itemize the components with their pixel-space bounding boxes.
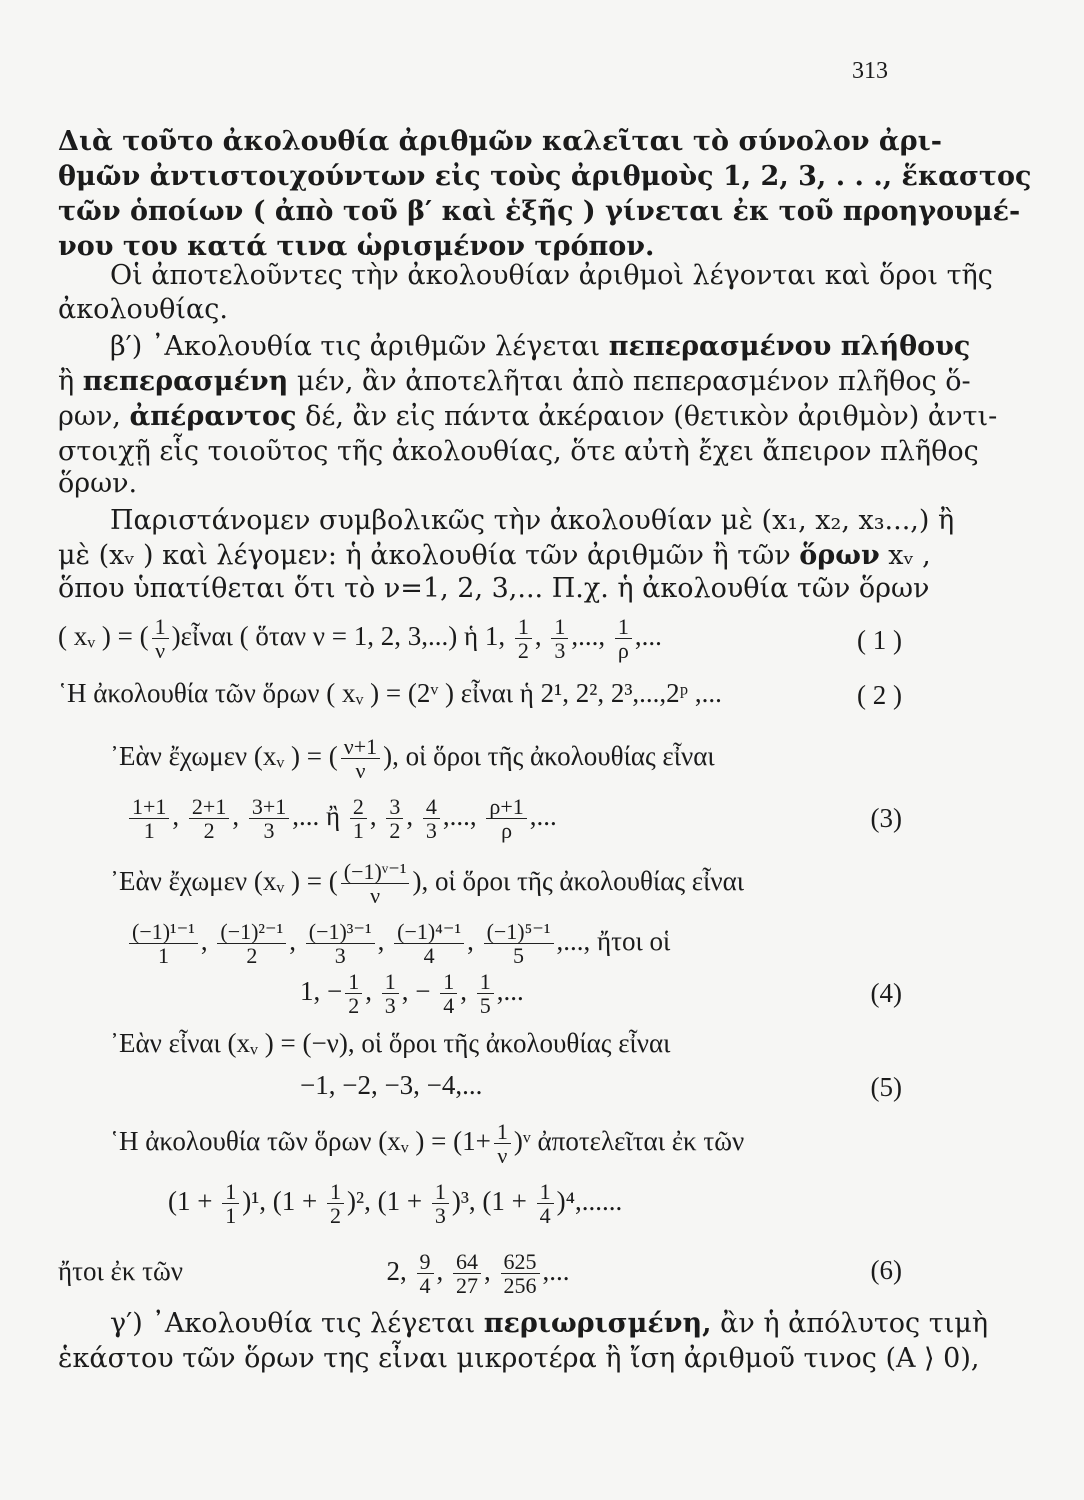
terms-line-2: ἀκολουθίας. [58, 294, 228, 325]
eq3-numerator: ν+1 [341, 735, 380, 759]
eq3-term [189, 795, 229, 842]
eq4-intro-text: ᾿Εὰν ἔχωμεν (xᵥ ) = ( [110, 865, 338, 896]
beta-line-2 [58, 366, 971, 397]
eq3-term [129, 795, 169, 842]
eq6-hence: ἤτοι ἐκ τῶν [58, 1255, 184, 1286]
eq3-term [350, 795, 367, 842]
beta-text: μέν, ἂν ἀποτελῆται ἀπὸ πεπερασμένον πλῆθος ὅ- [288, 366, 971, 397]
eq4-term-num: (−1)³⁻¹ [306, 920, 375, 944]
notation-text: xᵥ , [879, 540, 931, 571]
eq6-value-num: 64 [453, 1250, 481, 1274]
eq6-term-den: 2 [330, 1203, 342, 1229]
eq4-term [129, 920, 198, 967]
notation-line-2 [58, 540, 931, 571]
eq4-term-num: (−1)¹⁻¹ [129, 920, 198, 944]
gamma-text: ἂν ἡ ἀπόλυτος τιμὴ [711, 1308, 989, 1339]
eq6-term-frac [432, 1180, 449, 1227]
eq4-term-den: 5 [479, 993, 491, 1019]
equation-2-label: ( 2 ) [857, 680, 902, 710]
eq6-fraction [494, 1120, 511, 1167]
beta-text: δέ, ἂν εἰς πάντα ἀκέραιον (θετικὸν ἀριθμὸν) ἀντι- [296, 401, 998, 432]
eq6-term-den: 4 [539, 1203, 551, 1229]
eq4-term [217, 920, 286, 967]
eq3-term-num: 4 [423, 795, 440, 819]
equation-6-values: ἤτοι ἐκ τῶν 2, $\frac{9}{4}$ , $\frac{64}{27}$ , $\frac{625}{256}$ ,... [58, 1249, 570, 1299]
eq1-term-num: 1 [615, 615, 632, 639]
eq4-term-num: 1 [477, 970, 494, 994]
equation-4-sequence: $\frac{\text{(−1)¹⁻¹}}{1}$ , $\frac{\text{(−1)²⁻¹}}{2}$ , $\frac{\text{(−1)³⁻¹}}{3}$ , $\frac{\text{(−1)⁴⁻¹}}{4}$ , $\frac{\text{(−1)⁵⁻¹}}{5}$ ,..., ἤτοι οἱ [126, 920, 966, 967]
equation-1-label: ( 1 ) [857, 625, 902, 655]
eq6-term-text: (1 + [168, 1185, 220, 1216]
eq3-term-den: ρ [501, 818, 513, 844]
equation-3-intro [110, 735, 950, 782]
eq1-fraction [152, 615, 169, 662]
beta-term-infinite: ἀπέραντος [129, 401, 297, 432]
eq3-or: ,... ἢ [292, 800, 341, 831]
notation-line-1: Παριστάνομεν συμβολικῶς τὴν ἀκολουθίαν μὲ (x₁, x₂, x₃...,) ἢ [110, 505, 955, 536]
eq6-term-num: 1 [327, 1180, 344, 1204]
eq4-seq2-term [477, 970, 494, 1017]
eq1-term-den: 2 [517, 638, 529, 664]
equation-6-label: (6) [870, 1255, 902, 1285]
equation-4-intro [110, 860, 950, 907]
eq4-term-den: 3 [384, 993, 396, 1019]
definition-line-1: Διὰ τοῦτο ἀκολουθία ἀριθμῶν καλεῖται τὸ σύνολον ἀρι- [58, 126, 942, 157]
eq6-value-num: 9 [417, 1250, 434, 1274]
eq1-numerator: 1 [152, 615, 169, 639]
eq3-term-num: ρ+1 [486, 795, 526, 819]
eq3-term-num: 1+1 [129, 795, 169, 819]
eq3-term-num: 3 [386, 795, 403, 819]
eq6-value [453, 1250, 481, 1297]
eq6-lead: 2, [386, 1255, 407, 1286]
terms-line-1: Οἱ ἀποτελοῦντες τὴν ἀκολουθίαν ἀριθμοὶ λέγονται καὶ ὅροι τῆς [110, 260, 993, 291]
eq1-comma: , [534, 620, 542, 651]
eq1-denominator: ν [155, 638, 166, 664]
eq4-numerator: (−1)ᵛ⁻¹ [341, 860, 410, 884]
eq4-term [306, 920, 375, 967]
eq6-term-frac [222, 1180, 239, 1227]
beta-text: β′) ᾿Ακολουθία τις ἀριθμῶν λέγεται [110, 331, 609, 362]
eq1-term-half [515, 615, 532, 662]
eq3-term [249, 795, 289, 842]
eq3-term [486, 795, 526, 842]
eq3-term-den: 1 [143, 818, 155, 844]
eq4-term-den: 4 [423, 943, 435, 969]
equation-3-label: (3) [870, 803, 902, 833]
eq4-seq2-term [345, 970, 362, 1017]
eq1-term-rho [615, 615, 632, 662]
beta-text: ἢ [58, 366, 83, 397]
eq6-term-text: )¹, (1 + [242, 1185, 325, 1216]
eq4-term-num: 1 [345, 970, 362, 994]
eq3-denominator: ν [355, 758, 366, 784]
eq6-value [417, 1250, 434, 1297]
eq6-value-den: 27 [456, 1273, 479, 1299]
eq1-lhs: ( xᵥ ) = ( [58, 620, 149, 651]
eq6-term-frac [537, 1180, 554, 1227]
eq3-term-num: 3+1 [249, 795, 289, 819]
eq3-term-num: 2+1 [189, 795, 229, 819]
eq4-intro-text: ), οἱ ὅροι τῆς ἀκολουθίας εἶναι [412, 865, 745, 896]
eq1-term-den: 3 [554, 638, 566, 664]
eq4-term-den: 2 [246, 943, 258, 969]
beta-text: ρων, [58, 401, 130, 432]
eq6-term-text: )², (1 + [347, 1185, 429, 1216]
eq4-term-num: (−1)⁴⁻¹ [394, 920, 464, 944]
gamma-text: γ′) ᾿Ακολουθία τις λέγεται [110, 1308, 484, 1339]
eq4-term [394, 920, 464, 967]
notation-line-3: ὅπου ὑπατίθεται ὅτι τὸ ν=1, 2, 3,... Π.χ. ἡ ἀκολουθία τῶν ὅρων [58, 573, 930, 604]
eq3-term-den: 3 [263, 818, 275, 844]
eq4-term-num: 1 [440, 970, 457, 994]
eq6-tail: ,... [542, 1255, 570, 1286]
equation-4-sequence-2: 1, − $\frac{1}{2}$ , $\frac{1}{3}$ , − $\frac{1}{4}$ , $\frac{1}{5}$ ,... [300, 969, 524, 1019]
eq6-value-den: 256 [503, 1273, 537, 1299]
eq3-intro-text: ), οἱ ὅροι τῆς ἀκολουθίας εἶναι [383, 740, 715, 771]
eq1-term-num: 1 [551, 615, 568, 639]
eq3-term [423, 795, 440, 842]
eq6-intro-text: ῾Η ἀκολουθία τῶν ὅρων (xᵥ ) = (1+ [110, 1125, 491, 1156]
beta-line-5: ὅρων. [58, 468, 138, 499]
equation-5-sequence: −1, −2, −3, −4,... [300, 1070, 483, 1100]
eq4-term-den: 2 [348, 993, 360, 1019]
eq3-term-den: 2 [203, 818, 215, 844]
eq3-fraction [341, 735, 380, 782]
eq4-term-den: 5 [513, 943, 525, 969]
eq3-term-num: 2 [350, 795, 367, 819]
eq1-term-num: 1 [515, 615, 532, 639]
notation-text: μὲ (xᵥ ) καὶ λέγομεν: ἡ ἀκολουθία τῶν ἀριθμῶν ἢ τῶν [58, 540, 800, 571]
eq6-term-den: 1 [225, 1203, 237, 1229]
eq3-term-den: 1 [352, 818, 364, 844]
eq1-term-den: ρ [617, 638, 629, 664]
eq6-term-num: 1 [432, 1180, 449, 1204]
eq6-term-text: )⁴,...... [556, 1185, 623, 1216]
equation-6-terms [168, 1180, 1008, 1227]
eq6-value [501, 1250, 540, 1297]
beta-line-4: στοιχῇ εἷς τοιοῦτος τῆς ἀκολουθίας, ὅτε αὐτὴ ἔχει ἄπειρον πλῆθος [58, 436, 979, 467]
equation-6-intro [110, 1120, 950, 1167]
eq6-numerator: 1 [494, 1120, 511, 1144]
equation-5-label: (5) [870, 1072, 902, 1102]
eq6-value-den: 4 [419, 1273, 431, 1299]
eq3-term-den: 2 [389, 818, 401, 844]
definition-line-4: νου του κατά τινα ὡρισμένον τρόπον. [58, 231, 655, 262]
eq6-term-num: 1 [537, 1180, 554, 1204]
eq1-middle: )εἶναι ( ὅταν ν = 1, 2, 3,...) ἡ 1, [171, 620, 506, 651]
eq4-term-num: (−1)²⁻¹ [217, 920, 286, 944]
page-number: 313 [852, 58, 888, 84]
eq6-term-frac [327, 1180, 344, 1227]
eq4-seq2-term [382, 970, 399, 1017]
equation-1 [58, 615, 898, 662]
eq4-denominator: ν [370, 883, 381, 909]
eq4-term [484, 920, 554, 967]
eq4-term-den: 4 [443, 993, 455, 1019]
eq3-term [386, 795, 403, 842]
equation-3-sequence: $\frac{1+1}{1}$ , $\frac{2+1}{2}$ , $\frac{3+1}{3}$ ,... ἢ $\frac{2}{1}$ , $\frac{3}{2}$ , $\frac{4}{3}$ ,..., $\frac{\rho+1}{\rho}$ ,... [126, 795, 966, 842]
eq3-term-den: 3 [425, 818, 437, 844]
beta-line-1 [110, 331, 971, 362]
eq6-intro-text: )ᵛ ἀποτελεῖται ἐκ τῶν [513, 1125, 745, 1156]
eq4-term-den: 1 [157, 943, 169, 969]
equation-4-label: (4) [870, 978, 902, 1008]
eq4-tail: ,..., ἤτοι οἱ [556, 925, 671, 956]
beta-term-finite-short: πεπερασμένη [82, 366, 289, 397]
eq6-value-num: 625 [501, 1250, 540, 1274]
eq6-term-num: 1 [222, 1180, 239, 1204]
eq4-seq2-term [440, 970, 457, 1017]
equation-5-intro: ᾿Εὰν εἶναι (xᵥ ) = (−ν), οἱ ὅροι τῆς ἀκολουθίας εἶναι [110, 1028, 671, 1058]
equation-2: ῾Η ἀκολουθία τῶν ὅρων ( xᵥ ) = (2ᵛ ) εἶναι ἡ 2¹, 2², 2³,...,2ᵖ ,... [58, 678, 722, 708]
eq1-tail: ,... [634, 620, 662, 651]
eq4-term-den: 3 [334, 943, 346, 969]
gamma-line-1 [110, 1308, 989, 1339]
eq3-intro-text: ᾿Εὰν ἔχωμεν (xᵥ ) = ( [110, 740, 338, 771]
eq1-ellipsis: ,..., [571, 620, 606, 651]
eq4-fraction [341, 860, 410, 907]
eq4-seq2-lead: 1, − [300, 975, 343, 1006]
eq6-term-den: 3 [434, 1203, 446, 1229]
notation-term: ὅρων [799, 540, 880, 571]
definition-line-3: τῶν ὁποίων ( ἀπὸ τοῦ β′ καὶ ἑξῆς ) γίνεται ἐκ τοῦ προηγουμέ- [58, 196, 1021, 227]
eq4-term-num: 1 [382, 970, 399, 994]
eq6-denominator: ν [497, 1143, 508, 1169]
gamma-term: περιωρισμένη, [483, 1308, 712, 1339]
gamma-line-2: ἑκάστου τῶν ὅρων της εἶναι μικροτέρα ἢ ἴση ἀριθμοῦ τινος (Α ⟩ 0), [58, 1343, 980, 1374]
eq6-term-text: )³, (1 + [451, 1185, 534, 1216]
beta-line-3 [58, 401, 998, 432]
eq4-term-num: (−1)⁵⁻¹ [484, 920, 554, 944]
eq1-term-third [551, 615, 568, 662]
beta-term-finite: πεπερασμένου πλήθους [608, 331, 971, 362]
definition-line-2: θμῶν ἀντιστοιχούντων εἰς τοὺς ἀριθμοὺς 1, 2, 3, . . ., ἕκαστος [58, 161, 1032, 192]
